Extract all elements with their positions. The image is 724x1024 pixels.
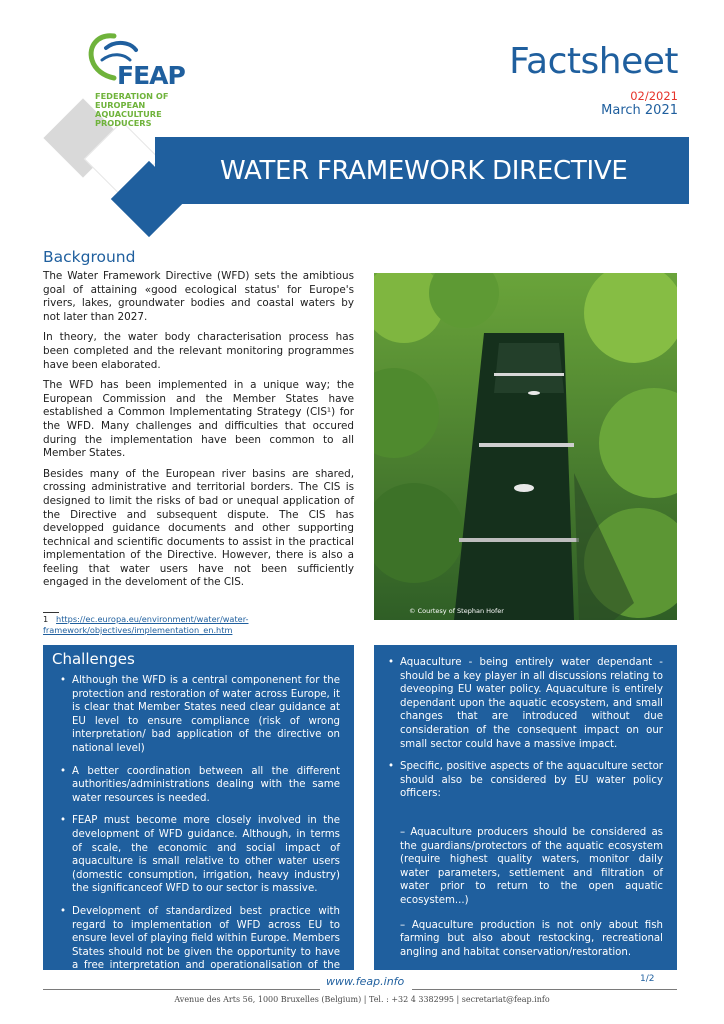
- bullet-icon: •: [388, 657, 395, 668]
- factsheet-number: 02/2021: [630, 89, 678, 103]
- bullet-icon: •: [60, 765, 67, 777]
- organization-name: FEDERATION OF EUROPEAN AQUACULTURE PRODUCERS: [95, 91, 169, 128]
- page-number: 1/2: [640, 974, 655, 984]
- list-item: • Although the WFD is a central componenent for the protection and restoration of water across Europe, it is clear that Member States need clear guidance at EU level to ensure compliance (risk of wrong interpretation/ bad application of the directive on national level): [60, 675, 340, 754]
- bullet-icon: •: [60, 675, 67, 686]
- photo-credit: © Courtesy of Stephan Hofer: [409, 607, 504, 615]
- sub-item: – Aquaculture production is not only about fish farming but also about restocking, recreational angling and habitat conservation/restoration.: [400, 919, 663, 958]
- doc-type-title: Factsheet: [509, 41, 678, 82]
- list-item: • Development of standardized best practice with regard to implementation of WFD across EU to ensure level of playing field within Europe. Members States should not be given the opportunity to have a free interpretation and operationalisation of the Directive.: [60, 905, 340, 985]
- banner-title: WATER FRAMEWORK DIRECTIVE: [220, 156, 628, 186]
- footnote-number: 1: [43, 614, 49, 624]
- footer-rule-right: [412, 989, 677, 990]
- footnote: [43, 614, 363, 636]
- bullet-icon: •: [60, 815, 67, 827]
- challenges-list-left: [60, 674, 340, 995]
- list-item: • Specific, positive aspects of the aquaculture sector should also be considered by EU water policy officers:: [388, 761, 663, 800]
- fish-farm-illustration: [374, 273, 677, 620]
- background-paragraph: The Water Framework Directive (WFD) sets the amibtious goal of attaining «good ecological status' for Europe's rivers, lakes, groundwater bodies and coastal waters by not later than 2027.: [43, 270, 354, 323]
- bullet-icon: •: [388, 761, 395, 773]
- factsheet-date: March 2021: [601, 103, 678, 118]
- challenges-sub-list: [388, 826, 663, 970]
- sub-item: – Aquaculture producers should be considered as the guardians/protectors of the aquatic ecosystem (require highest quality waters, monitor daily water parameters, settlement and filtration of water prior to return to the open aquatic ecosystem...): [400, 827, 663, 906]
- background-paragraph: In theory, the water body characterisation process has been completed and the relevant monitoring programmes have been elaborated.: [43, 331, 354, 371]
- list-item: • Aquaculture - being entirely water dependant - should be a key player in all discussions relating to deveoping EU water policy. Aquaculture is entirely dependant upon the aquatic ecosystem, and small changes that are introduced without due consideration of the consequent impact on our small sector could have a massive impact.: [388, 657, 663, 750]
- bullet-icon: •: [60, 905, 67, 917]
- footer-address: Avenue des Arts 56, 1000 Bruxelles (Belgium) | Tel. : +32 4 3382995 | secretariat@feap.info: [174, 995, 550, 1004]
- background-paragraph: The WFD has been implemented in a unique way; the European Commission and the Member States have established a Common Implementating Strategy (CIS¹) for the WFD. Many challenges and difficulties that occured during the implementation have been common to all Member States.: [43, 379, 354, 460]
- fish-farm-photo: [374, 273, 677, 620]
- footer-rule-left: [43, 989, 320, 990]
- challenges-list-right: [388, 656, 663, 813]
- footer-url[interactable]: www.feap.info: [326, 975, 405, 988]
- list-item: • A better coordination between all the different authorities/administrations dealing with the same water resources is needed.: [60, 765, 340, 804]
- footnote-rule: [43, 612, 59, 613]
- background-paragraph: Besides many of the European river basins are shared, crossing administrative and territorial borders. The CIS is designed to limit the risks of bad or unequal application of the Directive and subsequent dispute. The CIS has developped guidance documents and other supporting technical and scientific documents to assist in the practical implementation of the Directive. However, there is also a feeling that water users have not been sufficiently engaged in the develoment of the CIS.: [43, 467, 354, 589]
- list-item: • FEAP must become more closely involved in the development of WFD guidance. Although, in terms of scale, the economic and social impact of aquaculture is small relative to other water users (domestic consumption, irrigation, heavy industry) the significanceof WFD to our sector is massive.: [60, 815, 340, 895]
- footnote-link[interactable]: https://ec.europa.eu/environment/water/water-framework/objectives/implementation_en.htm: [43, 614, 249, 635]
- challenges-heading: Challenges: [52, 650, 135, 668]
- feap-logo-text: FEAP: [117, 61, 185, 90]
- background-text: [43, 270, 354, 597]
- background-heading: Background: [43, 248, 136, 266]
